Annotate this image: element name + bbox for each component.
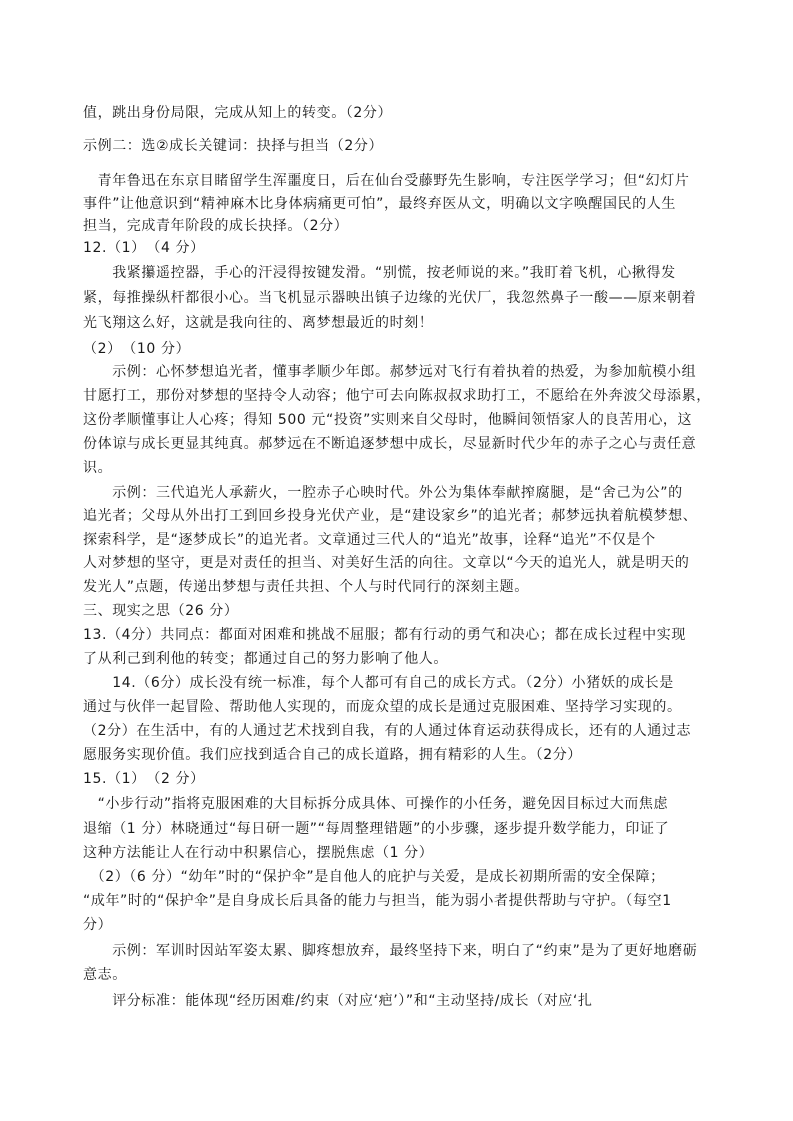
text-line: 发光人”点题，传递出梦想与责任共担、个人与时代同行的深刻主题。 (83, 579, 529, 595)
text-line: 示例：三代追光人承薪火，一腔赤子心映时代。外公为集体奉献搾腐腿，是“舍己为公”的 (83, 485, 683, 501)
text-line: 评分标准：能体现“经历困难/约束（对应‘疤’）”和“主动坚持/成长（对应‘扎 (83, 993, 593, 1009)
text-line: 愿服务实现价值。我们应找到适合自己的成长道路，拥有精彩的人生。（2分） (83, 747, 582, 763)
text-line: 追光者；父母从外出打工到回乡投身光伏产业，是“建设家乡”的追光者；郝梦远执着航模梦想、 (83, 508, 698, 524)
text-line: 分） (83, 917, 113, 933)
text-line: 退缩（1 分）林晓通过“每日研一题”“每周整理错题”的小步骤，逐步提升数学能力，印证了 (83, 821, 670, 837)
text-line: 担当，完成青年阶段的成长抉择。（2分） (83, 218, 349, 234)
text-line: 份体谅与成长更显其纯真。郝梦远在不断追逐梦想中成长，尽显新时代少年的赤子之心与责任意 (83, 436, 697, 452)
text-line: 青年鲁迅在东京目睹留学生浑噩度日，后在仙台受藤野先生影响，专注医学学习；但“幻灯片 (83, 173, 690, 189)
question-number: （2） （10 分） (83, 341, 191, 357)
text-line: 示例：军训时因站军姿太累、脚疼想放弃，最终坚持下来，明白了“约束”是为了更好地磨砺 (83, 943, 698, 959)
text-line: 示例二：选②成长关键词：抉择与担当（2分） (83, 138, 384, 154)
text-line: 了从利己到利他的转变；都通过自己的努力影响了他人。 (83, 651, 448, 667)
text-line: 通过与伙伴一起冒险、帮助他人实现的，而庞众望的成长是通过克服困难、坚持学习实现的。 (83, 699, 682, 715)
text-line: 14.（6分）成长没有统一标准，每个人都可有自己的成长方式。（2分）小猪妖的成长是 (83, 675, 674, 691)
text-line: 人对梦想的坚守，更是对责任的担当、对美好生活的向往。文章以“今天的追光人，就是明天的 (83, 555, 690, 571)
text-line: 值，跳出身份局限，完成从知上的转变。（2分） (83, 105, 393, 121)
text-line: 识。 (83, 460, 113, 476)
text-line: 光飞翔这么好，这就是我向往的、离梦想最近的时刻！ (83, 315, 434, 331)
text-line: 我紧攥遥控器，手心的汗浸得按键发滑。“别慌，按老师说的来。”我盯着飞机，心揪得发 (83, 265, 676, 281)
text-line: （2）（6 分）“幼年”时的“保护伞”是自他人的庇护与关爱，是成长初期所需的安全保障； (83, 869, 665, 885)
text-line: “小步行动”指将克服困难的大目标拆分成具体、可操作的小任务，避免因目标过大而焦虑 (83, 796, 669, 812)
text-line: 甘愿打工，那份对梦想的坚持令人动容；他宁可去向陈叔叔求助打工，不愿给在外奔波父母添累， (83, 388, 711, 404)
question-number: 12.（1） （4 分） (83, 240, 205, 256)
section-heading: 三、现实之思（26 分） (83, 603, 239, 619)
text-line: 这份孝顺懂事让人心疼；得知 500 元“投资”实则来自父母时，他瞬间领悟家人的良苦用心，这 (83, 412, 693, 428)
text-line: 13.（4分）共同点：都面对困难和挑战不屈服；都有行动的勇气和决心；都在成长过程中实现 (83, 627, 686, 643)
text-line: 这种方法能让人在行动中积累信心，摆脱焦虑（1 分） (83, 845, 434, 861)
text-line: 事件”让他意识到“精神麻木比身体病痛更可怕”，最终弃医从文，明确以文字唤醒国民的人生 (83, 196, 676, 212)
text-line: 紧，每推操纵杆都很小心。当飞机显示器映出镇子边缘的光伏厂，我忽然鼻子一酸——原来朝着 (83, 290, 697, 306)
text-line: （2分）在生活中，有的人通过艺术找到自我，有的人通过体育运动获得成长，还有的人通过志 (83, 723, 692, 739)
text-line: 示例：心怀梦想追光者，懂事孝顺少年郎。郝梦远对飞行有着执着的热爱，为参加航模小组 (83, 364, 697, 380)
text-line: 意志。 (83, 967, 127, 983)
text-line: “成年”时的“保护伞”是自身成长后具备的能力与担当，能为弱小者提供帮助与守护。（每空1 (83, 893, 672, 909)
question-number: 15.（1） （2 分） (83, 771, 205, 787)
text-line: 探索科学，是“逐梦成长”的追光者。文章通过三代人的“追光”故事，诠释“追光”不仅是个 (83, 532, 656, 548)
